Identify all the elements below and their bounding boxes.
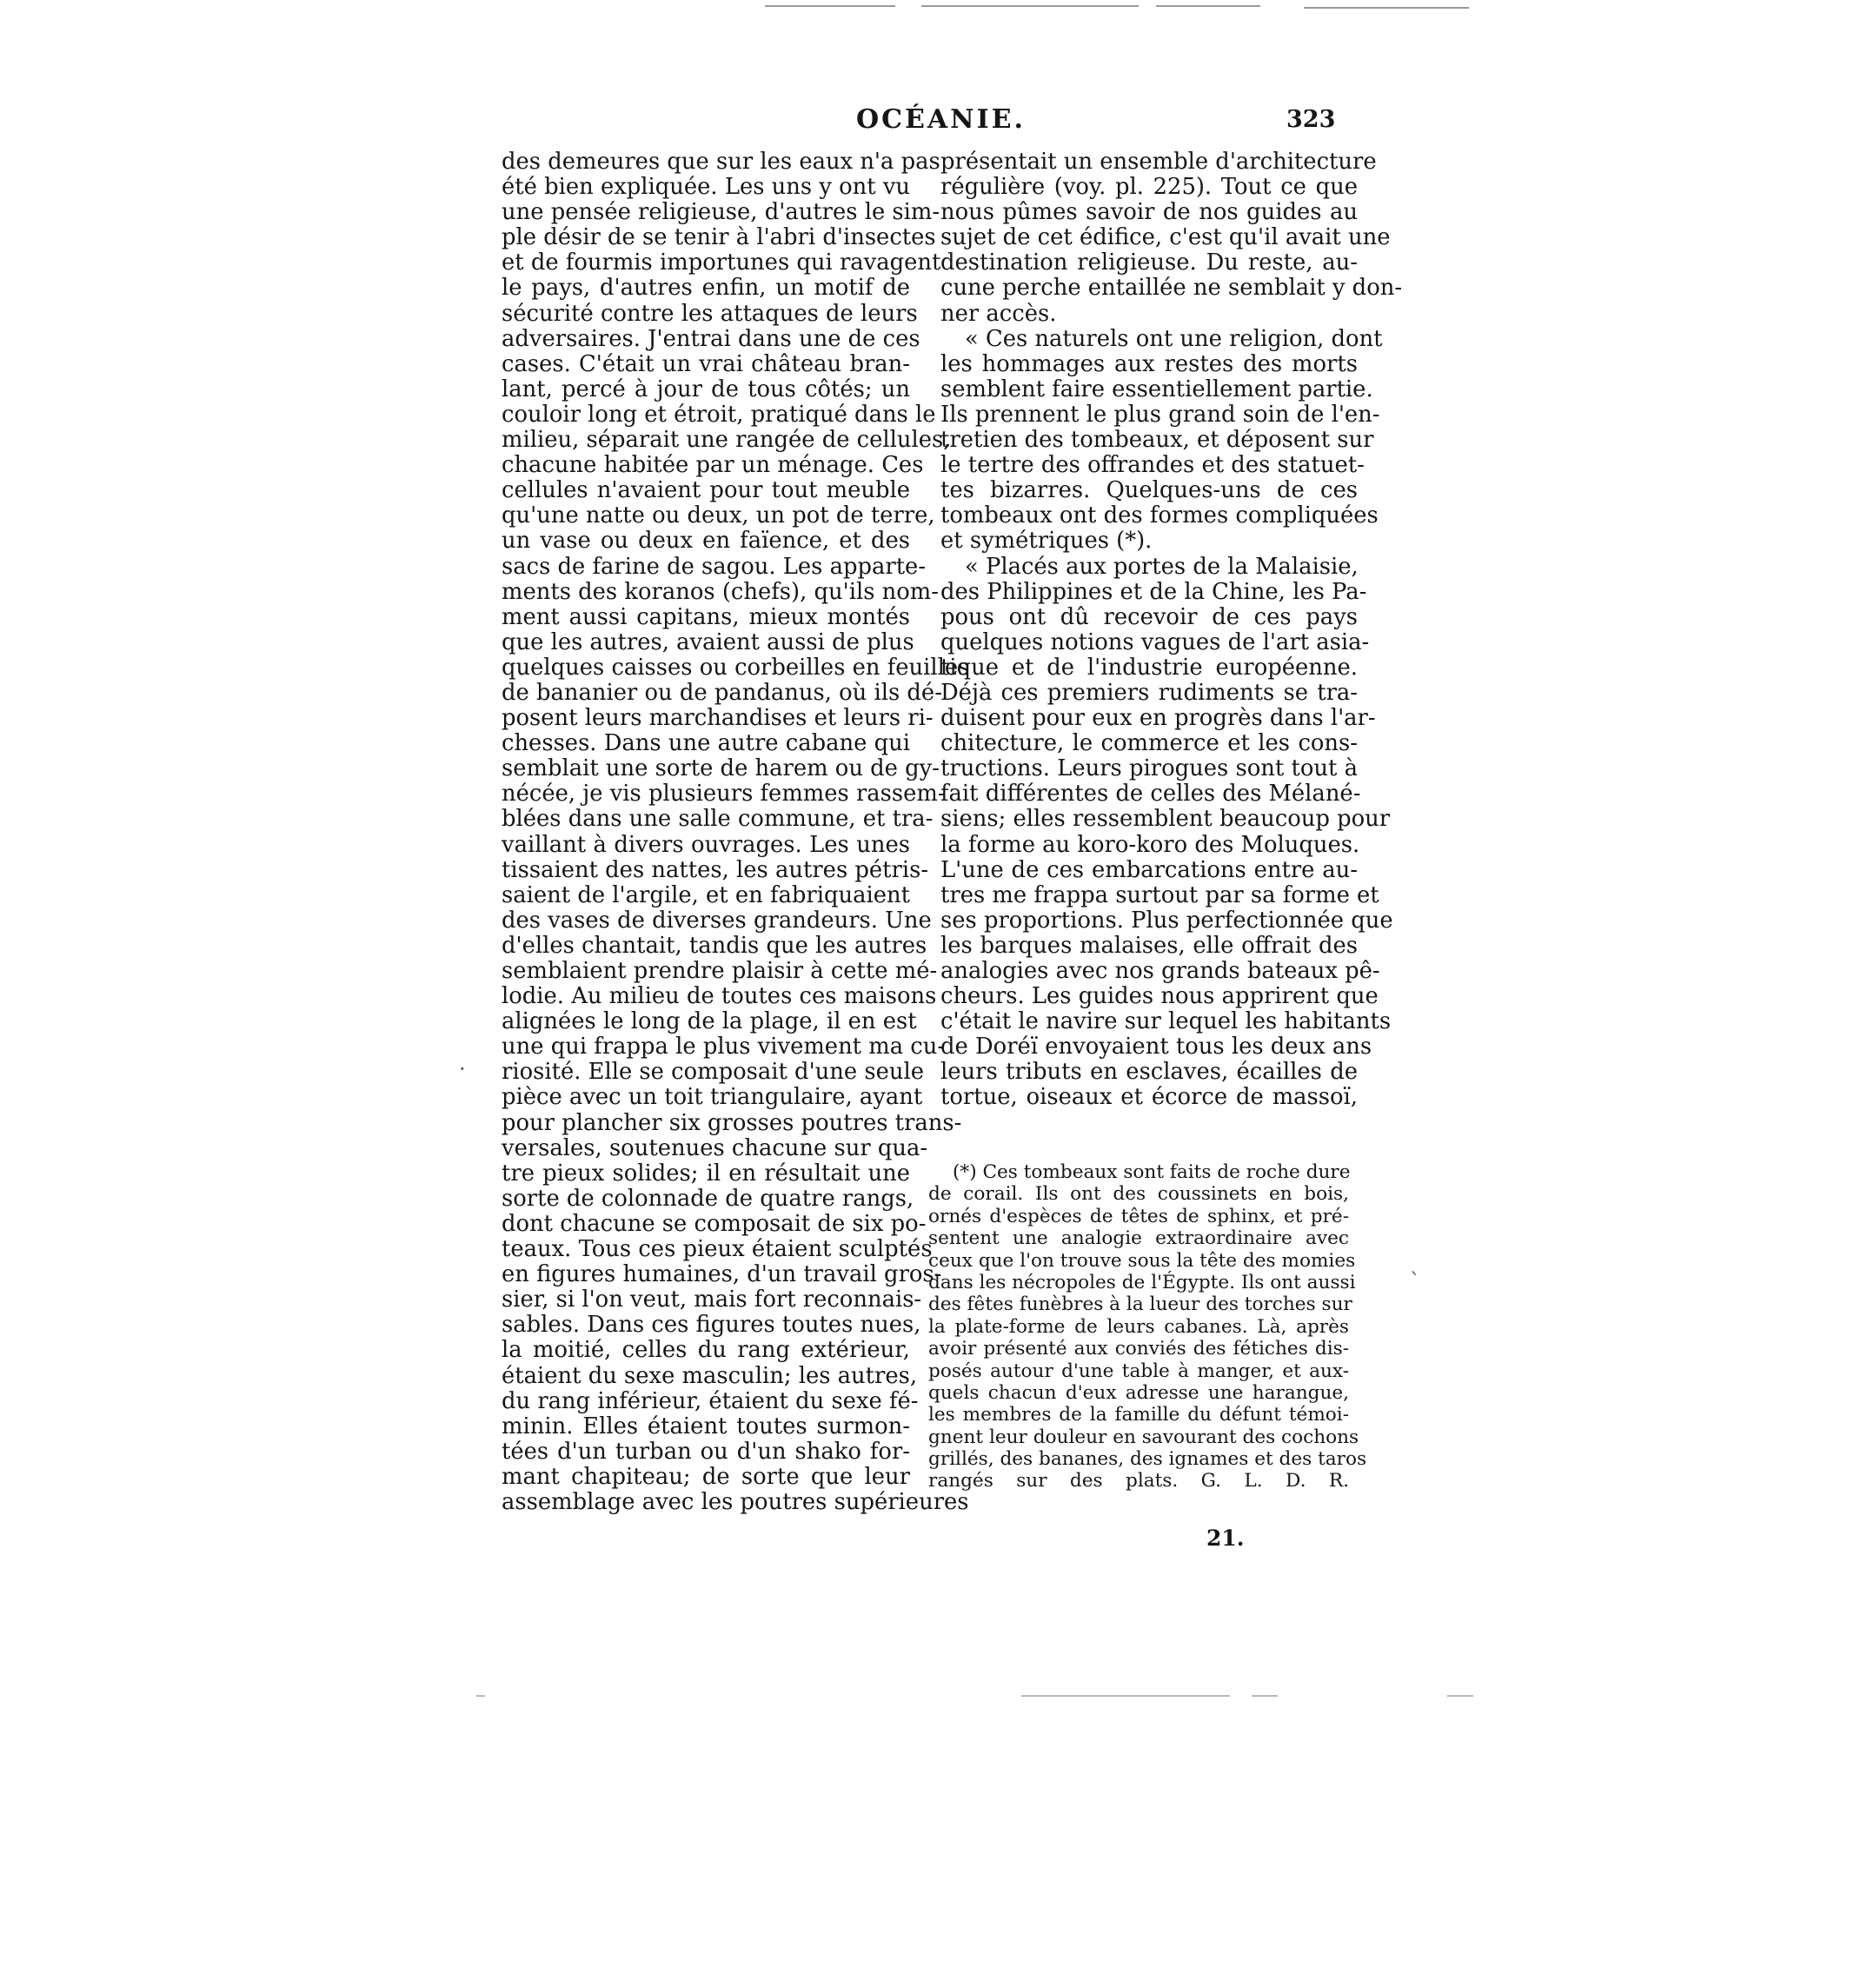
text-line: couloir long et étroit, pratiqué dans le (502, 401, 936, 428)
text-line: été bien expliquée. Les uns y ont vu (502, 174, 911, 201)
text-line: ner accès. (940, 300, 1057, 327)
footnote-line: (*) Ces tombeaux sont faits de roche dure (953, 1161, 1351, 1183)
scan-edge-line-top (1156, 5, 1260, 7)
text-line: sier, si l'on veut, mais fort reconnais- (502, 1287, 922, 1313)
text-line: les hommages aux restes des morts (940, 350, 1358, 377)
text-line: ses proportions. Plus perfectionnée que (940, 907, 1393, 934)
text-line: ments des koranos (chefs), qu'ils nom- (502, 578, 939, 605)
text-line: adversaires. J'entrai dans une de ces (502, 325, 920, 352)
scan-edge-line-bottom (1021, 1695, 1230, 1697)
signature-mark: 21. (1206, 1526, 1245, 1551)
text-line: « Placés aux portes de la Malaisie, (965, 553, 1359, 580)
text-line: tombeaux ont des formes compliquées (940, 502, 1379, 529)
text-line: nous pûmes savoir de nos guides au (940, 199, 1358, 226)
text-line: chesses. Dans une autre cabane qui (502, 730, 910, 757)
text-line: analogies avec nos grands bateaux pê- (940, 958, 1380, 984)
text-line: le tertre des offrandes et des statuet- (940, 452, 1365, 479)
text-line: ment aussi capitans, mieux montés (502, 603, 910, 630)
text-line: blées dans une salle commune, et tra- (502, 806, 934, 833)
text-line: leurs tributs en esclaves, écailles de (940, 1059, 1358, 1086)
text-line: duisent pour eux en progrès dans l'ar- (940, 705, 1376, 732)
text-line: pous ont dû recevoir de ces pays (940, 603, 1358, 630)
text-line: d'elles chantait, tandis que les autres (502, 932, 927, 959)
scan-edge-line-top (765, 5, 895, 7)
text-line: sacs de farine de sagou. Les apparte- (502, 553, 927, 580)
running-head-title: OCÉANIE. (856, 104, 1026, 135)
footnote-line: quels chacun d'eux adresse une harangue, (928, 1381, 1349, 1404)
text-line: pour plancher six grosses poutres trans- (502, 1109, 962, 1136)
footnote-line: ornés d'espèces de têtes de sphinx, et pré- (928, 1205, 1349, 1227)
text-line: des Philippines et de la Chine, les Pa- (940, 578, 1367, 605)
text-line: en figures humaines, d'un travail gros- (502, 1261, 942, 1288)
text-line: chitecture, le commerce et les cons- (940, 730, 1358, 757)
text-line: saient de l'argile, et en fabriquaient (502, 881, 910, 908)
text-line: chacune habitée par un ménage. Ces (502, 452, 924, 479)
footnote-line: gnent leur douleur en savourant des cochons (928, 1426, 1359, 1448)
text-line: nécée, je vis plusieurs femmes rassem- (502, 781, 946, 808)
text-line: que les autres, avaient aussi de plus (502, 628, 914, 655)
text-line: milieu, séparait une rangée de cellules, (502, 427, 951, 454)
text-line: ple désir de se tenir à l'abri d'insectes (502, 224, 936, 251)
footnote-line: rangés sur des plats. G. L. D. R. (928, 1470, 1349, 1493)
text-line: et de fourmis importunes qui ravagent (502, 249, 941, 276)
footnote-line: des fêtes funèbres à la lueur des torches sur (928, 1293, 1352, 1316)
scan-edge-line-top (921, 5, 1139, 7)
text-line: c'était le navire sur lequel les habitants (940, 1008, 1392, 1035)
text-line: destination religieuse. Du reste, au- (940, 249, 1358, 276)
text-line: du rang inférieur, étaient du sexe fé- (502, 1387, 919, 1414)
footnote (928, 1161, 1367, 1493)
text-line: tées d'un turban ou d'un shako for- (502, 1438, 910, 1465)
scan-edge-line-bottom (476, 1695, 485, 1697)
text-line: tructions. Leurs pirogues sont tout à (940, 755, 1358, 782)
text-line: quelques notions vagues de l'art asia- (940, 628, 1370, 655)
text-line: sables. Dans ces figures toutes nues, (502, 1312, 921, 1339)
text-line: versales, soutenues chacune sur qua- (502, 1134, 928, 1161)
text-line: alignées le long de la plage, il en est (502, 1008, 917, 1035)
text-line: tissaient des nattes, les autres pétris- (502, 856, 929, 883)
text-line: régulière (voy. pl. 225). Tout ce que (940, 174, 1358, 201)
footnote-line: de corail. Ils ont des coussinets en bois, (928, 1183, 1349, 1206)
text-line: semblait une sorte de harem ou de gy- (502, 755, 940, 782)
footnote-line: sentent une analogie extraordinaire avec (928, 1227, 1349, 1250)
right-column (940, 149, 1403, 1111)
text-line: tretien des tombeaux, et déposent sur (940, 427, 1374, 454)
text-line: semblent faire essentiellement partie. (940, 376, 1373, 402)
text-line: vaillant à divers ouvrages. Les unes (502, 831, 910, 858)
footnote-line: la plate-forme de leurs cabanes. Là, après (928, 1315, 1349, 1338)
text-line: les barques malaises, elle offrait des (940, 932, 1358, 959)
scan-edge-line-top (1304, 7, 1469, 9)
footnote-line: posés autour d'une table à manger, et aux- (928, 1360, 1349, 1382)
text-line: une pensée religieuse, d'autres le sim- (502, 199, 940, 226)
footnote-line: les membres de la famille du défunt témoi- (928, 1404, 1349, 1426)
text-line: assemblage avec les poutres supérieures (502, 1488, 969, 1515)
scan-edge-line-bottom (1252, 1695, 1278, 1697)
text-line: riosité. Elle se composait d'une seule (502, 1059, 924, 1086)
text-line: cheurs. Les guides nous apprirent que (940, 983, 1379, 1010)
text-line: étaient du sexe masculin; les autres, (502, 1362, 918, 1389)
footnote-line: grillés, des bananes, des ignames et des taros (928, 1448, 1367, 1471)
scan-edge-line-bottom (1447, 1695, 1473, 1697)
footnote-line: avoir présenté aux conviés des fétiches dis- (928, 1338, 1349, 1360)
text-line: Déjà ces premiers rudiments se tra- (940, 679, 1358, 706)
text-line: tique et de l'industrie européenne. (940, 654, 1358, 681)
text-line: des demeures que sur les eaux n'a pas (502, 149, 940, 175)
text-line: tres me frappa surtout par sa forme et (940, 881, 1379, 908)
text-line: cune perche entaillée ne semblait y don- (940, 275, 1403, 302)
text-line: semblaient prendre plaisir à cette mé- (502, 958, 938, 984)
text-line: de Doréï envoyaient tous les deux ans (940, 1034, 1372, 1060)
text-line: un vase ou deux en faïence, et des (502, 528, 910, 555)
text-line: dont chacune se composait de six po- (502, 1210, 927, 1237)
text-line: qu'une natte ou deux, un pot de terre, (502, 502, 935, 529)
page-number: 323 (1286, 106, 1336, 133)
text-line: de bananier ou de pandanus, où ils dé- (502, 679, 942, 706)
text-line: et symétriques (*). (940, 528, 1153, 555)
text-line: le pays, d'autres enfin, un motif de (502, 275, 910, 302)
text-line: la moitié, celles du rang extérieur, (502, 1337, 910, 1364)
text-line: cellules n'avaient pour tout meuble (502, 477, 910, 504)
footnote-line: dans les nécropoles de l'Égypte. Ils ont aussi (928, 1271, 1356, 1293)
text-line: teaux. Tous ces pieux étaient sculptés (502, 1236, 933, 1263)
text-line: minin. Elles étaient toutes surmon- (502, 1413, 910, 1439)
text-line: mant chapiteau; de sorte que leur (502, 1463, 910, 1490)
text-line: cases. C'était un vrai château bran- (502, 350, 910, 377)
text-line: tortue, oiseaux et écorce de massoï, (940, 1084, 1358, 1111)
text-line: siens; elles ressemblent beaucoup pour (940, 806, 1391, 833)
text-line: tes bizarres. Quelques-uns de ces (940, 477, 1358, 504)
text-line: « Ces naturels ont une religion, dont (965, 325, 1383, 352)
left-column (502, 149, 970, 1515)
stray-ink-dot: · (459, 1057, 466, 1081)
footnote-line: ceux que l'on trouve sous la tête des momies (928, 1249, 1356, 1272)
text-line: L'une de ces embarcations entre au- (940, 856, 1358, 883)
text-line: quelques caisses ou corbeilles en feuilles (502, 654, 970, 681)
text-line: tre pieux solides; il en résultait une (502, 1160, 910, 1187)
text-line: sorte de colonnade de quatre rangs, (502, 1185, 914, 1212)
stray-ink-mark: ` (1410, 1269, 1420, 1293)
text-line: lant, percé à jour de tous côtés; un (502, 376, 910, 402)
text-line: une qui frappa le plus vivement ma cu- (502, 1034, 946, 1060)
text-line: la forme au koro-koro des Moluques. (940, 831, 1360, 858)
text-line: sécurité contre les attaques de leurs (502, 300, 918, 327)
text-line: sujet de cet édifice, c'est qu'il avait une (940, 224, 1391, 251)
text-line: lodie. Au milieu de toutes ces maisons (502, 983, 937, 1010)
text-line: présentait un ensemble d'architecture (940, 149, 1377, 175)
text-line: des vases de diverses grandeurs. Une (502, 907, 932, 934)
text-line: posent leurs marchandises et leurs ri- (502, 705, 934, 732)
text-line: pièce avec un toit triangulaire, ayant (502, 1084, 923, 1111)
text-line: fait différentes de celles des Mélané- (940, 781, 1361, 808)
text-line: Ils prennent le plus grand soin de l'en- (940, 401, 1380, 428)
